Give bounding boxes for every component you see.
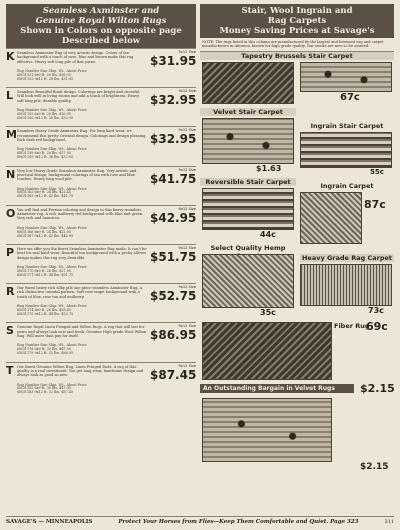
rug-price-box <box>150 246 196 264</box>
banner-line: Rag Carpets <box>267 16 327 26</box>
rug-description: Our finest Genuine Wilton Rug, Linen Fringed Ends. A rug of this quality is a real investment. You get long wear, handsome design and always look as good as new. <box>17 364 144 378</box>
banner-line: Genuine Royal Wilton Rugs <box>35 16 167 26</box>
size-row: 6M31159 9x12 ft. 38 lbs. $32.95 <box>17 155 74 160</box>
size-row: 6M31179 9x12 ft. 52 lbs. $86.95 <box>17 351 74 356</box>
rug-price-label: 9x12 Size <box>178 167 196 172</box>
heavy-rag-swatch <box>300 264 392 306</box>
hemp-title: Select Quality Hemp <box>210 243 286 252</box>
footer-center: Protect Your Horses from Flies—Keep Them Comfortable and Quiet. Page 323 <box>118 519 359 525</box>
tapestry-swatch <box>202 62 294 104</box>
rug-letter: P <box>6 245 15 259</box>
rug-letter: M <box>6 128 17 142</box>
rug-price-label: 9x12 Size <box>178 324 196 329</box>
velvet-swatch <box>202 118 294 164</box>
left-banner <box>6 4 196 48</box>
size-row: Rug Number Size Ship. Wt., About Price <box>17 186 87 191</box>
size-row: 6M31158 6x9 ft. 20 lbs. $17.95 <box>17 151 71 156</box>
rug-price-label: 9x12 Size <box>178 206 196 211</box>
velvet-title: Velvet Stair Carpet <box>200 108 296 116</box>
heavy-rag-title: Heavy Grade Rag Carpet <box>301 253 393 262</box>
rug-price: $32.95 <box>150 93 196 108</box>
ingrain-carpet-swatch <box>300 192 362 244</box>
size-row: Rug Number Size Ship. Wt., About Price <box>17 147 87 152</box>
carpet-grid <box>200 52 394 492</box>
hemp-price: 35c <box>260 307 276 317</box>
size-row: 6M31152 9x12 ft. 38 lbs. $31.95 <box>17 76 74 81</box>
rug-price-box <box>150 364 196 382</box>
rug-price: $31.95 <box>150 54 196 68</box>
rug-price: $86.95 <box>150 328 196 343</box>
heavy-rag-price: 73c <box>368 305 384 315</box>
rug-letter: N <box>6 167 16 181</box>
size-row: Rug Number Size Ship. Wt., About Price <box>17 382 87 387</box>
rug-letter: T <box>6 363 14 377</box>
note-text: NOTE: The rugs listed in this column are manufactured by the largest and foremost rug and carpet manufacturers in America, known for high grade quality. Our stocks are new so be assured. <box>200 38 394 52</box>
size-row: 6M31162 6x9 ft. 24 lbs. $22.45 <box>17 190 71 195</box>
reversible-swatch <box>202 188 294 230</box>
rug-size-table <box>17 188 195 200</box>
rug-price-box <box>150 324 196 342</box>
rug-size-table <box>17 148 195 160</box>
rug-letter: K <box>6 50 15 63</box>
rug-price: $32.95 <box>150 132 196 147</box>
tapestry-swatch-2 <box>300 62 392 92</box>
velvet-rug-swatch <box>202 398 332 462</box>
left-column <box>6 4 196 512</box>
rug-description: Here we offer you the finest Seamless Axminster Rug made. It can't be beat for real hard wear. Beautiful tan background with a pretty allover design makes this rug very desirable. <box>17 246 147 260</box>
rug-price: $87.45 <box>150 367 196 382</box>
rug-price-box <box>150 285 196 303</box>
rug-description: Seamless Beautiful floral design. Colorings are bright and cheerful. Will look well in living rooms and add a touch of brightness. Heavy soft long pile, durable quality. <box>17 90 141 103</box>
rug-size-table <box>17 70 195 82</box>
right-column <box>200 4 394 512</box>
banner-line: Stair, Wool Ingrain and <box>241 6 353 16</box>
banner-line: Seamless Axminster and <box>42 6 160 16</box>
size-row: 6M31156 9x12 ft. 38 lbs. $32.95 <box>17 116 74 120</box>
size-row: Rug Number Size Ship. Wt., About Price <box>17 225 87 230</box>
rug-description: You will find and Persian coloring and design in this heavy seamless Axminster rug. A rich mulberry red background with blue and green. Very rich and luxurious. <box>17 207 144 221</box>
velvet-price: $1.63 <box>256 163 282 173</box>
rug-price-box <box>150 50 196 68</box>
rug-size-table <box>17 344 195 356</box>
size-row: Rug Number Size Ship. Wt., About Price <box>17 108 87 113</box>
size-row: 6M31166 6x9 ft. 24 lbs. $22.95 <box>17 229 71 234</box>
size-row: 6M31183 9x12 ft. 52 lbs. $87.45 <box>17 390 74 395</box>
rug-entry <box>6 126 196 165</box>
rug-letter: O <box>6 206 16 220</box>
rug-letter: L <box>6 89 14 103</box>
hemp-swatch <box>202 254 294 308</box>
rug-description: Seamless Axminster Rug of very artistic design. Colors of tan background with a touch of rose, blue and brown make this rug effective. Heavy soft long pile of fine yarns. <box>17 51 134 64</box>
rug-letter: R <box>6 285 15 299</box>
size-row: Rug Number Size Ship. Wt., About Price <box>17 264 87 269</box>
fiber-rug-swatch <box>202 322 332 380</box>
rug-entry <box>6 362 196 401</box>
tapestry-price: 67c <box>340 91 360 103</box>
page-footer <box>6 516 394 527</box>
rug-price: $41.75 <box>150 171 196 186</box>
rug-letter: S <box>6 324 14 338</box>
banner-line: Described below <box>61 36 141 46</box>
rug-description: Genuine Royal Linen Fringed and Wilton Rugs. A rug that will last for years and always look new and fresh. Genuine High grade Wool Wilton Rug. Will more than pay for itself. <box>17 325 147 338</box>
rug-description: Very low Heavy Grade Seamless Axminster Rug. Very artistic and practical design, background colorings of tan with rose and blue touches. Heavy long wool pile. <box>17 168 137 182</box>
banner-line: Money Saving Prices at Savage's <box>219 26 375 36</box>
rug-entry <box>6 87 196 126</box>
footer-left: SAVAGE'S — MINNEAPOLIS <box>6 519 93 525</box>
reversible-price: 44c <box>260 229 276 239</box>
rug-price-box <box>150 207 196 225</box>
page-number: 311 <box>384 519 394 525</box>
ingrain-stair-title: Ingrain Stair Carpet <box>310 121 384 130</box>
rug-list <box>6 48 196 401</box>
velvet-rugs-title: An Outstanding Bargain in Velvet Rugs <box>200 384 354 393</box>
velvet-rugs-price: $2.15 <box>360 381 395 395</box>
size-row: 6M31174 6x9 ft. 26 lbs. $28.45 <box>17 308 71 313</box>
size-row: Rug Number Size Ship. Wt., About Price <box>17 69 87 73</box>
right-banner <box>200 4 394 38</box>
reversible-title: Reversible Stair Carpet <box>200 178 296 186</box>
rug-size-table <box>17 384 195 396</box>
ingrain-carpet-title: Ingrain Carpet <box>320 181 374 190</box>
rug-description: Seamless Heavy Grade Axminster Rug. For long hard wear, we recommend this pretty Oriental design. Colorings and design pleasing. Rich dark red background. <box>17 129 147 142</box>
size-row: 6M31151 6x9 ft. 20 lbs. $16.95 <box>17 72 71 77</box>
size-row: Rug Number Size Ship. Wt., About Price <box>17 343 87 348</box>
rug-description: Our finest heavy rich silky pile one piece seamless Axminster Rug. A rich distinctive oriental pattern. Soft rose taupe background with a touch of blue, rose tan and mulberry. <box>17 286 143 299</box>
size-row: Rug Number Size Ship. Wt., About Price <box>17 304 87 309</box>
rug-price-label: 9x12 Size <box>178 50 196 54</box>
ingrain-stair-swatch <box>300 132 392 168</box>
rug-price-label: 9x12 Size <box>178 245 196 250</box>
size-row: 6M31171 9x12 ft. 44 lbs. $51.75 <box>17 272 74 277</box>
ingrain-carpet-price: 87c <box>364 197 386 211</box>
rug-size-table <box>17 266 195 278</box>
size-row: 6M31170 6x9 ft. 26 lbs. $27.95 <box>17 268 71 273</box>
rug-price: $51.75 <box>150 249 196 264</box>
rug-price-label: 9x12 Size <box>178 285 196 290</box>
rug-price-box <box>150 128 196 146</box>
size-row: 6M31167 9x12 ft. 42 lbs. $42.95 <box>17 233 74 238</box>
rug-price-box <box>150 168 196 186</box>
rug-entry <box>6 48 196 87</box>
banner-line: Shown in Colors on opposite page <box>20 26 182 36</box>
size-row: 6M31163 9x12 ft. 42 lbs. $41.75 <box>17 194 74 199</box>
rug-entry <box>6 283 196 322</box>
tapestry-title: Tapestry Brussels Stair Carpet <box>200 52 394 60</box>
rug-entry <box>6 166 196 205</box>
size-row: 6M31175 9x12 ft. 44 lbs. $52.75 <box>17 311 74 316</box>
rug-price-label: 9x12 Size <box>178 363 196 368</box>
rug-entry <box>6 205 196 244</box>
rug-price: $42.95 <box>150 210 196 225</box>
size-row: 6M31155 6x9 ft. 20 lbs. $16.95 <box>17 112 71 117</box>
rug-price: $52.75 <box>150 289 196 304</box>
size-row: 6M31178 6x9 ft. 30 lbs. $47.50 <box>17 347 71 352</box>
rug-entry <box>6 322 196 361</box>
rug-size-table <box>17 227 195 239</box>
rug-entry <box>6 244 196 283</box>
rug-price-label: 9x12 Size <box>178 89 196 94</box>
rug-price-label: 9x12 Size <box>178 128 196 133</box>
velvet-rugs-price-2: $2.15 <box>360 461 389 472</box>
rug-price-box <box>150 89 196 107</box>
rug-size-table <box>17 305 195 317</box>
rug-size-table <box>17 109 195 121</box>
fiber-title: Fiber Rug <box>334 321 370 330</box>
fiber-price: 69c <box>366 319 388 333</box>
size-row: 6M31182 6x9 ft. 30 lbs. $47.95 <box>17 386 71 391</box>
ingrain-stair-price: 55c <box>370 167 384 176</box>
